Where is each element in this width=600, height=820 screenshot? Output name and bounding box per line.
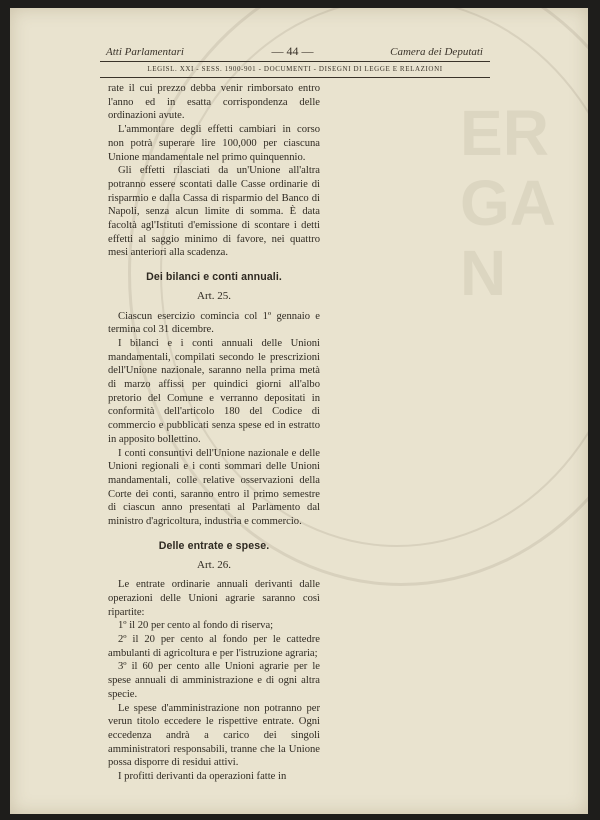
page-number: — 44 — bbox=[271, 44, 314, 58]
running-header bbox=[100, 40, 485, 58]
paragraph: I profitti derivanti da operazioni fatte in bbox=[118, 771, 287, 783]
section-heading: Delle entrate e spese. bbox=[158, 539, 270, 552]
paragraph: Le entrate ordinarie annuali derivanti dalle operazioni delle Unioni agrarie saranno così ripartite: bbox=[108, 579, 320, 618]
list-item: 2º il 20 per cento al fondo per le cattedre ambulanti di agricoltura e per l'istruzione agraria; bbox=[108, 634, 320, 659]
header-rule-top bbox=[100, 61, 490, 62]
list-item: 3º il 60 per cento alle Unioni agrarie per le spese annuali di amministrazione e di ogni altra specie. bbox=[108, 661, 320, 700]
article-number: Art. 26. bbox=[197, 558, 231, 571]
subheader: LEGISL. XXI - SESS. 1900-901 - DOCUMENTI - DISEGNI DI LEGGE E RELAZIONI bbox=[147, 65, 443, 73]
paragraph: Le spese d'amministrazione non potranno per verun titolo eccedere le rispettive entrate. Ogni eccedenza andrà a carico dei singoli amministratori responsabili, tranne che la Unione possa disporre di residui attivi. bbox=[108, 702, 320, 769]
paragraph: L'ammontare degli effetti cambiari in corso non potrà superare lire 100,000 per ciascuna Unione mandamentale nel primo quinquennio. bbox=[108, 124, 320, 163]
header-rule-bottom bbox=[100, 77, 490, 78]
section-heading: Dei bilanci e conti annuali. bbox=[146, 271, 282, 284]
paragraph: rate il cui prezzo debba venir rimborsato entro l'anno ed in esatta corrispondenza delle ordinazioni avute. bbox=[108, 83, 320, 122]
header-left: Atti Parlamentari bbox=[106, 46, 184, 58]
list-item: 1º il 20 per cento al fondo di riserva; bbox=[118, 620, 274, 632]
paragraph: Ciascun esercizio comincia col 1º gennaio e termina col 31 dicembre. bbox=[108, 310, 320, 336]
stamp-watermark: ERGAN bbox=[460, 97, 556, 309]
body-column bbox=[108, 82, 320, 784]
paragraph: I conti consuntivi dell'Unione nazionale e delle Unioni regionali e i conti sommari delle Unioni mandamentali, colle relative osservazioni della Corte dei conti, saranno entro il primo semestre di ciascun anno presentati al Parlamento dal ministro d'agricoltura, industria e commercio. bbox=[108, 447, 320, 528]
paragraph: Gli effetti rilasciati da un'Unione all'altra potranno essere scontati dalle Casse ordinarie di risparmio e dalla Cassa di risparmio del Banco di Napoli, senza alcun limite di somma. È data facoltà agl'Istituti d'emissione di scontare i detti effetti al saggio minimo di favore, nei quattro mesi anteriori alla scadenza. bbox=[108, 165, 320, 259]
header-right: Camera dei Deputati bbox=[390, 46, 483, 58]
paragraph: I bilanci e i conti annuali delle Unioni mandamentali, compilati secondo le prescrizioni dell'Unione nazionale, saranno nella prima metà di marzo affissi per quindici giorni all'albo pretorio del Comune e verranno depositati in conformità dell'articolo 180 del Codice di commercio e pubblicati senza spese ed in estratto in apposito bollettino. bbox=[108, 337, 320, 445]
article-number: Art. 25. bbox=[197, 289, 231, 302]
